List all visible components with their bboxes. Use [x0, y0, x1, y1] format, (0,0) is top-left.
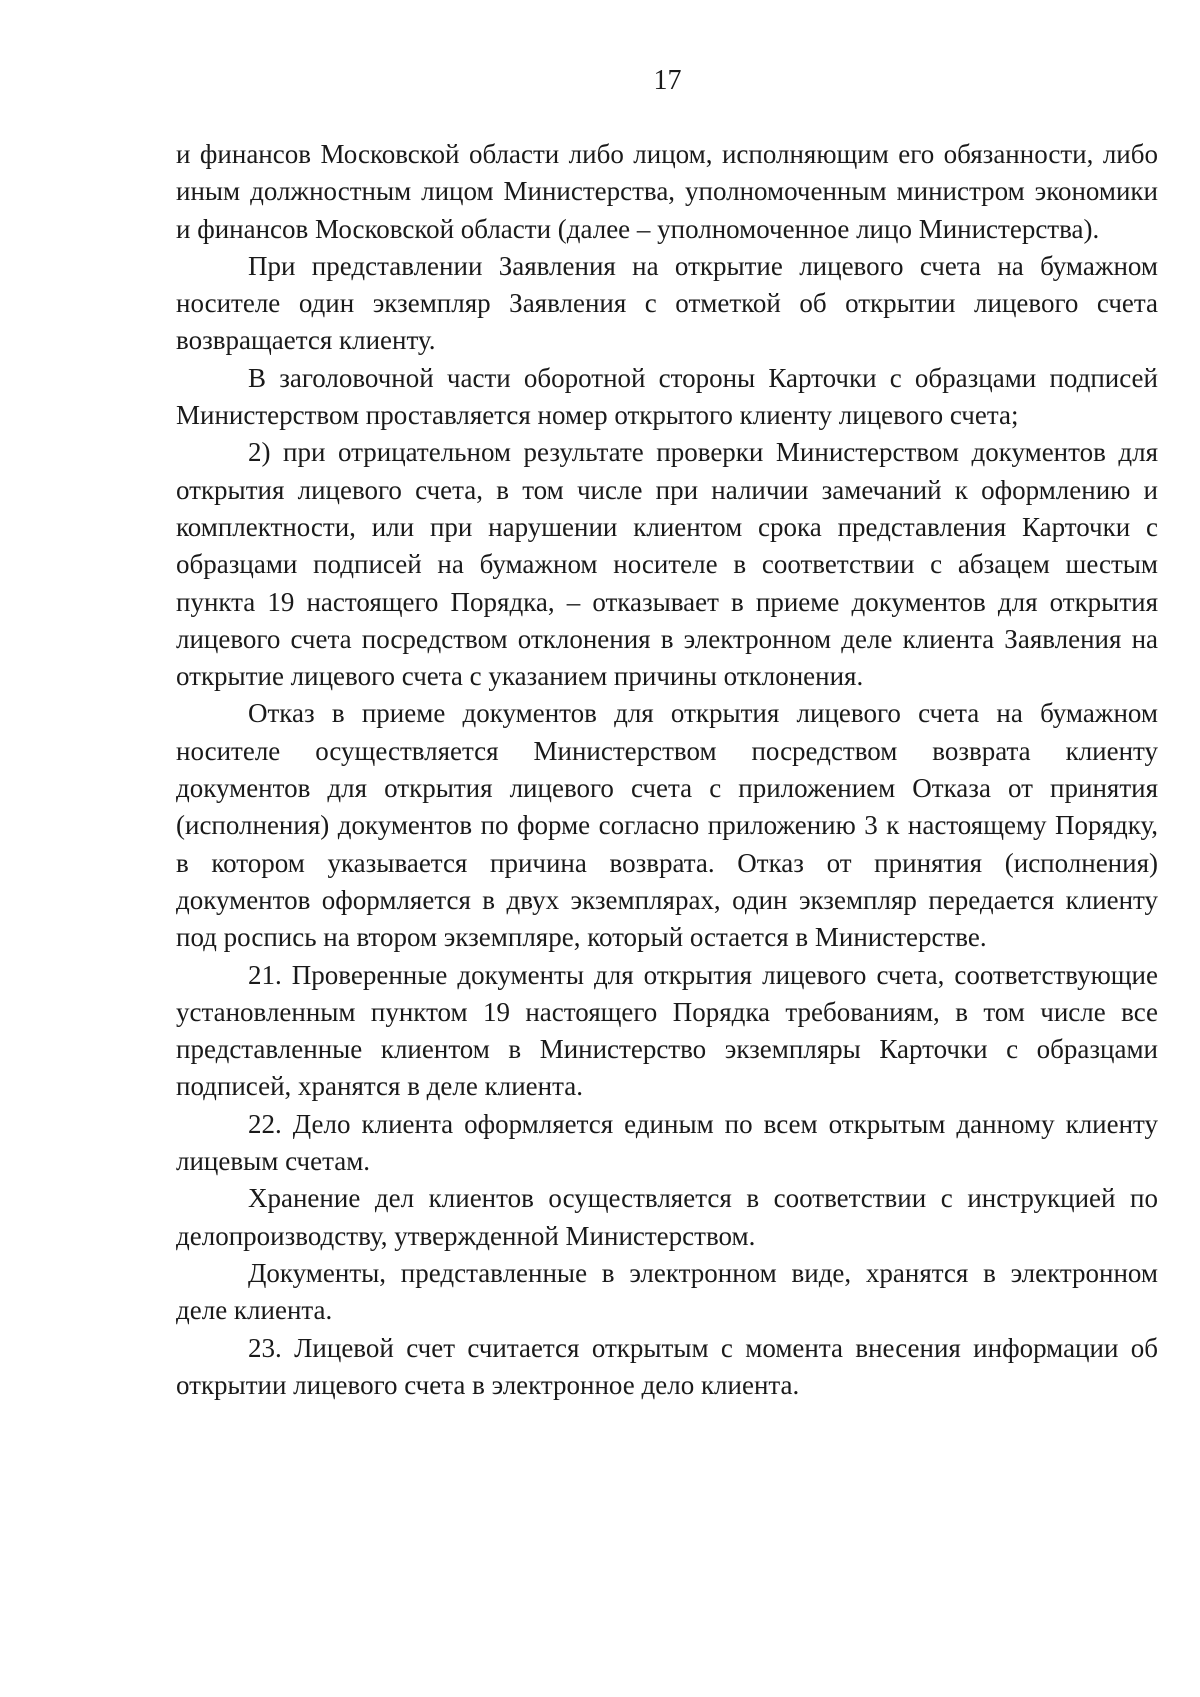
- paragraph-refusal-paper: Отказ в приеме документов для открытия лицевого счета на бумажном носителе осуществляется Министерством посредством возврата клиенту документов для открытия лицевого счета с приложением Отказа от принятия (исполнения) документов по форме согласно приложению 3 к настоящему Порядку, в котором указывается причина возврата. Отказ от принятия (исполнения) документов оформляется в двух экземплярах, один экземпляр передается клиенту под роспись на втором экземпляре, который остается в Министерстве.: [176, 698, 1158, 953]
- document-body: [176, 136, 1158, 1404]
- paragraph-item-21: 21. Проверенные документы для открытия лицевого счета, соответствующие установленным пунктом 19 настоящего Порядка требованиям, в том числе все представленные клиентом в Министерство экземпляры Карточки с образцами подписей, хранятся в деле клиента.: [176, 959, 1158, 1102]
- paragraph-item-23: 23. Лицевой счет считается открытым с момента внесения информации об открытии лицевого счета в электронное дело клиента.: [176, 1332, 1158, 1400]
- paragraph-item-22: 22. Дело клиента оформляется единым по всем открытым данному клиенту лицевым счетам.: [176, 1108, 1158, 1177]
- paragraph-electronic-docs: Документы, представленные в электронном виде, хранятся в электронном деле клиента.: [176, 1257, 1158, 1326]
- paragraph-paper-application: При представлении Заявления на открытие лицевого счета на бумажном носителе один экземпляр Заявления с отметкой об открытии лицевого счета возвращается клиенту.: [176, 250, 1158, 356]
- paragraph-card-header: В заголовочной части оборотной стороны Карточки с образцами подписей Министерством проставляется номер открытого клиенту лицевого счета;: [176, 362, 1158, 431]
- paragraph-storage: Хранение дел клиентов осуществляется в соответствии с инструкцией по делопроизводству, утвержденной Министерством.: [176, 1183, 1158, 1251]
- paragraph-negative-result: 2) при отрицательном результате проверки Министерством документов для открытия лицевого счета, в том числе при наличии замечаний к оформлению и комплектности, или при нарушении клиентом срока представления Карточки с образцами подписей на бумажном носителе в соответствии с абзацем шестым пункта 19 настоящего Порядка, – отказывает в приеме документов для открытия лицевого счета посредством отклонения в электронном деле клиента Заявления на открытие лицевого счета с указанием причины отклонения.: [176, 437, 1158, 692]
- paragraph-continuation: и финансов Московской области либо лицом, исполняющим его обязанности, либо иным должностным лицом Министерства, уполномоченным министром экономики и финансов Московской области (далее – уполномоченное лицо Министерства).: [176, 139, 1158, 244]
- page-number: 17: [653, 65, 682, 96]
